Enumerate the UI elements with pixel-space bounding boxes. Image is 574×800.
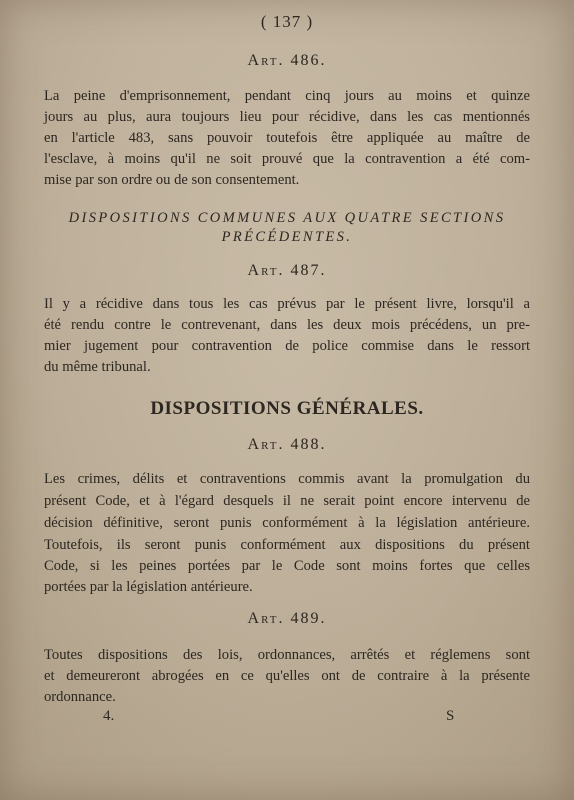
general-heading: DISPOSITIONS GÉNÉRALES. — [150, 398, 424, 419]
article-488-line: Les crimes, délits et contraventions commis avant la promulgation du — [44, 471, 530, 487]
page-number: ( 137 ) — [260, 12, 314, 31]
article-487-line: mier jugement pour contravention de police commise dans le ressort — [44, 338, 530, 354]
section-heading-line-2: PRÉCÉDENTES. — [221, 229, 353, 245]
article-488-title: Art. 488. — [247, 436, 327, 453]
article-487-line: du même tribunal. — [44, 359, 151, 375]
article-487-line: Il y a récidive dans tous les cas prévus par le présent livre, lorsqu'il a — [44, 296, 530, 312]
article-489-line: ordonnance. — [44, 689, 116, 705]
article-489-line: Toutes dispositions des lois, ordonnances, arrêtés et réglemens sont — [44, 647, 530, 663]
signature-mark-left: 4. — [103, 708, 115, 724]
article-487-line: été rendu contre le contrevenant, dans les deux mois précédens, un pre- — [44, 317, 530, 333]
article-488-line: portées par la législation antérieure. — [44, 579, 253, 595]
article-486-line: l'esclave, à moins qu'il ne soit prouvé que la contravention a été com- — [44, 151, 530, 167]
section-heading-line-1: DISPOSITIONS COMMUNES AUX QUATRE SECTIONS — [68, 210, 506, 226]
article-488-line: Code, si les peines portées par le Code sont moins fortes que celles — [44, 558, 530, 574]
article-489-title: Art. 489. — [247, 610, 327, 627]
article-486-line: La peine d'emprisonnement, pendant cinq jours au moins et quinze — [44, 88, 530, 104]
article-486-title: Art. 486. — [247, 52, 327, 69]
article-488-line: décision définitive, seront punis conformément à la législation antérieure. — [44, 515, 530, 531]
article-486-line: en l'article 483, sans pouvoir toutefois être appliquée au maître de — [44, 130, 530, 146]
article-486-line: jours au plus, aura toujours lieu pour récidive, dans les cas mentionnés — [44, 109, 530, 125]
signature-mark-right: S — [446, 708, 455, 724]
article-486-line: mise par son ordre ou de son consentement. — [44, 172, 300, 188]
article-487-title: Art. 487. — [247, 262, 327, 279]
article-488-line: Toutefois, ils seront punis conformément aux dispositions du présent — [44, 537, 530, 553]
article-488-line: présent Code, et à l'égard desquels il ne serait point encore intervenu de — [44, 493, 530, 509]
article-489-line: et demeureront abrogées en ce qu'elles ont de contraire à la présente — [44, 668, 530, 684]
